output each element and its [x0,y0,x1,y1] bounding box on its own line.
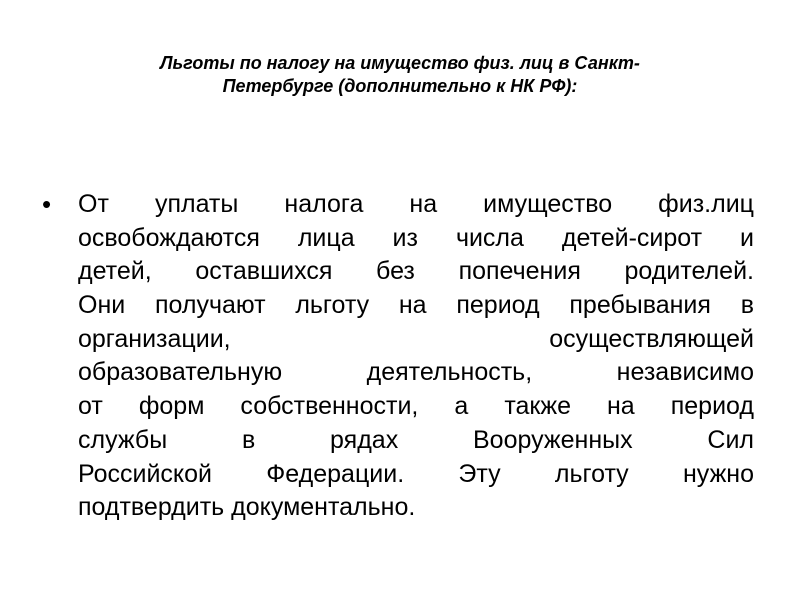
paragraph-line: освобождаются лица из числа детей-сирот и [78,223,754,252]
slide-title-line: Петербурге (дополнительно к НК РФ): [222,76,578,96]
paragraph-line: детей, оставшихся без попечения родителей. [78,257,754,286]
paragraph-line: организации, осуществляющей [78,324,754,353]
slide-title [80,52,720,98]
paragraph-line: службы в рядах Вооруженных Сил [78,425,754,454]
paragraph-line: Российской Федерации. Эту льготу нужно [78,459,754,488]
paragraph-line: Они получают льготу на период пребывания в [78,291,754,320]
paragraph-line: от форм собственности, а также на период [78,392,754,421]
bullet-paragraph [78,188,754,525]
paragraph-line: образовательную деятельность, независимо [78,358,754,387]
slide-title-line: Льготы по налогу на имущество физ. лиц в Санкт- [160,53,640,73]
bullet-dot-icon: • [42,189,52,219]
paragraph-line: подтвердить документально. [78,493,416,522]
paragraph-line: От уплаты налога на имущество физ.лиц [78,190,754,218]
